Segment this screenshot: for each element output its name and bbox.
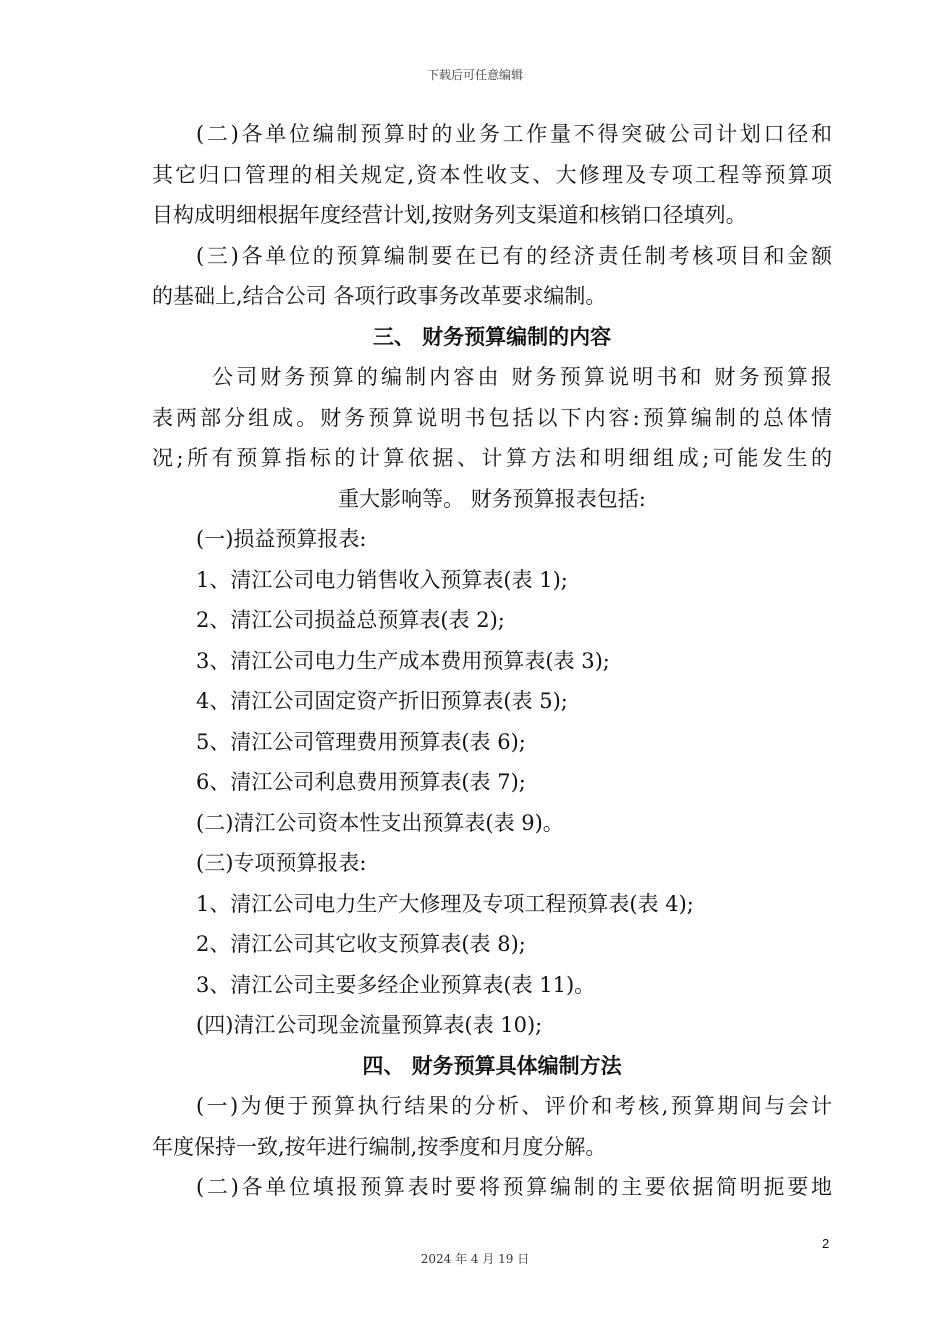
footer-date: 2024 年 4 月 19 日 xyxy=(420,1252,530,1266)
document-body xyxy=(152,114,832,1208)
paragraph-line: 表两部分组成。财务预算说明书包括以下内容:预算编制的总体情 xyxy=(152,405,832,430)
list-item: 5、清江公司管理费用预算表(表 6); xyxy=(196,729,526,754)
paragraph-line: 的基础上,结合公司 各项行政事务改革要求编制。 xyxy=(152,284,607,308)
list-item: 6、清江公司利息费用预算表(表 7); xyxy=(196,770,526,794)
list-item: 3、清江公司主要多经企业预算表(表 11)。 xyxy=(196,972,596,997)
list-item: 2、清江公司其它收支预算表(表 8); xyxy=(196,932,526,956)
list-heading: (一)损益预算报表: xyxy=(196,527,367,551)
paragraph-line: (一)为便于预算执行结果的分析、评价和考核,预算期间与会计 xyxy=(196,1094,832,1118)
paragraph-line: 其它归口管理的相关规定,资本性收支、大修理及专项工程等预算项 xyxy=(152,162,832,187)
list-item: 1、清江公司电力销售收入预算表(表 1); xyxy=(196,567,568,592)
page-number: 2 xyxy=(822,1236,830,1251)
paragraph-line: 重大影响等。 财务预算报表包括: xyxy=(338,486,646,511)
section-heading-4: 四、 财务预算具体编制方法 xyxy=(362,1052,622,1078)
paragraph-line: 年度保持一致,按年进行编制,按季度和月度分解。 xyxy=(152,1134,607,1159)
paragraph-line: (三)各单位的预算编制要在已有的经济责任制考核项目和金额 xyxy=(196,243,832,268)
paragraph-line: 目构成明细根据年度经营计划,按财务列支渠道和核销口径填列。 xyxy=(152,203,747,227)
paragraph-line: 况;所有预算指标的计算依据、计算方法和明细组成;可能发生的 xyxy=(152,446,832,470)
list-item: 1、清江公司电力生产大修理及专项工程预算表(表 4); xyxy=(196,891,694,916)
list-item: 4、清江公司固定资产折旧预算表(表 5); xyxy=(196,689,568,713)
paragraph-line: (二)各单位填报预算表时要将预算编制的主要依据简明扼要地 xyxy=(196,1175,832,1199)
list-heading: (二)清江公司资本性支出预算表(表 9)。 xyxy=(196,810,564,835)
list-item: 3、清江公司电力生产成本费用预算表(表 3); xyxy=(196,648,610,673)
header-note: 下载后可任意编辑 xyxy=(426,68,523,82)
paragraph-line: (二)各单位编制预算时的业务工作量不得突破公司计划口径和 xyxy=(196,122,832,146)
section-heading-3: 三、 财务预算编制的内容 xyxy=(372,323,612,349)
list-heading: (四)清江公司现金流量预算表(表 10); xyxy=(196,1013,543,1037)
list-heading: (三)专项预算报表: xyxy=(196,851,367,875)
list-item: 2、清江公司损益总预算表(表 2); xyxy=(196,608,505,632)
paragraph-line: 公司财务预算的编制内容由 财务预算说明书和 财务预算报 xyxy=(212,365,832,389)
